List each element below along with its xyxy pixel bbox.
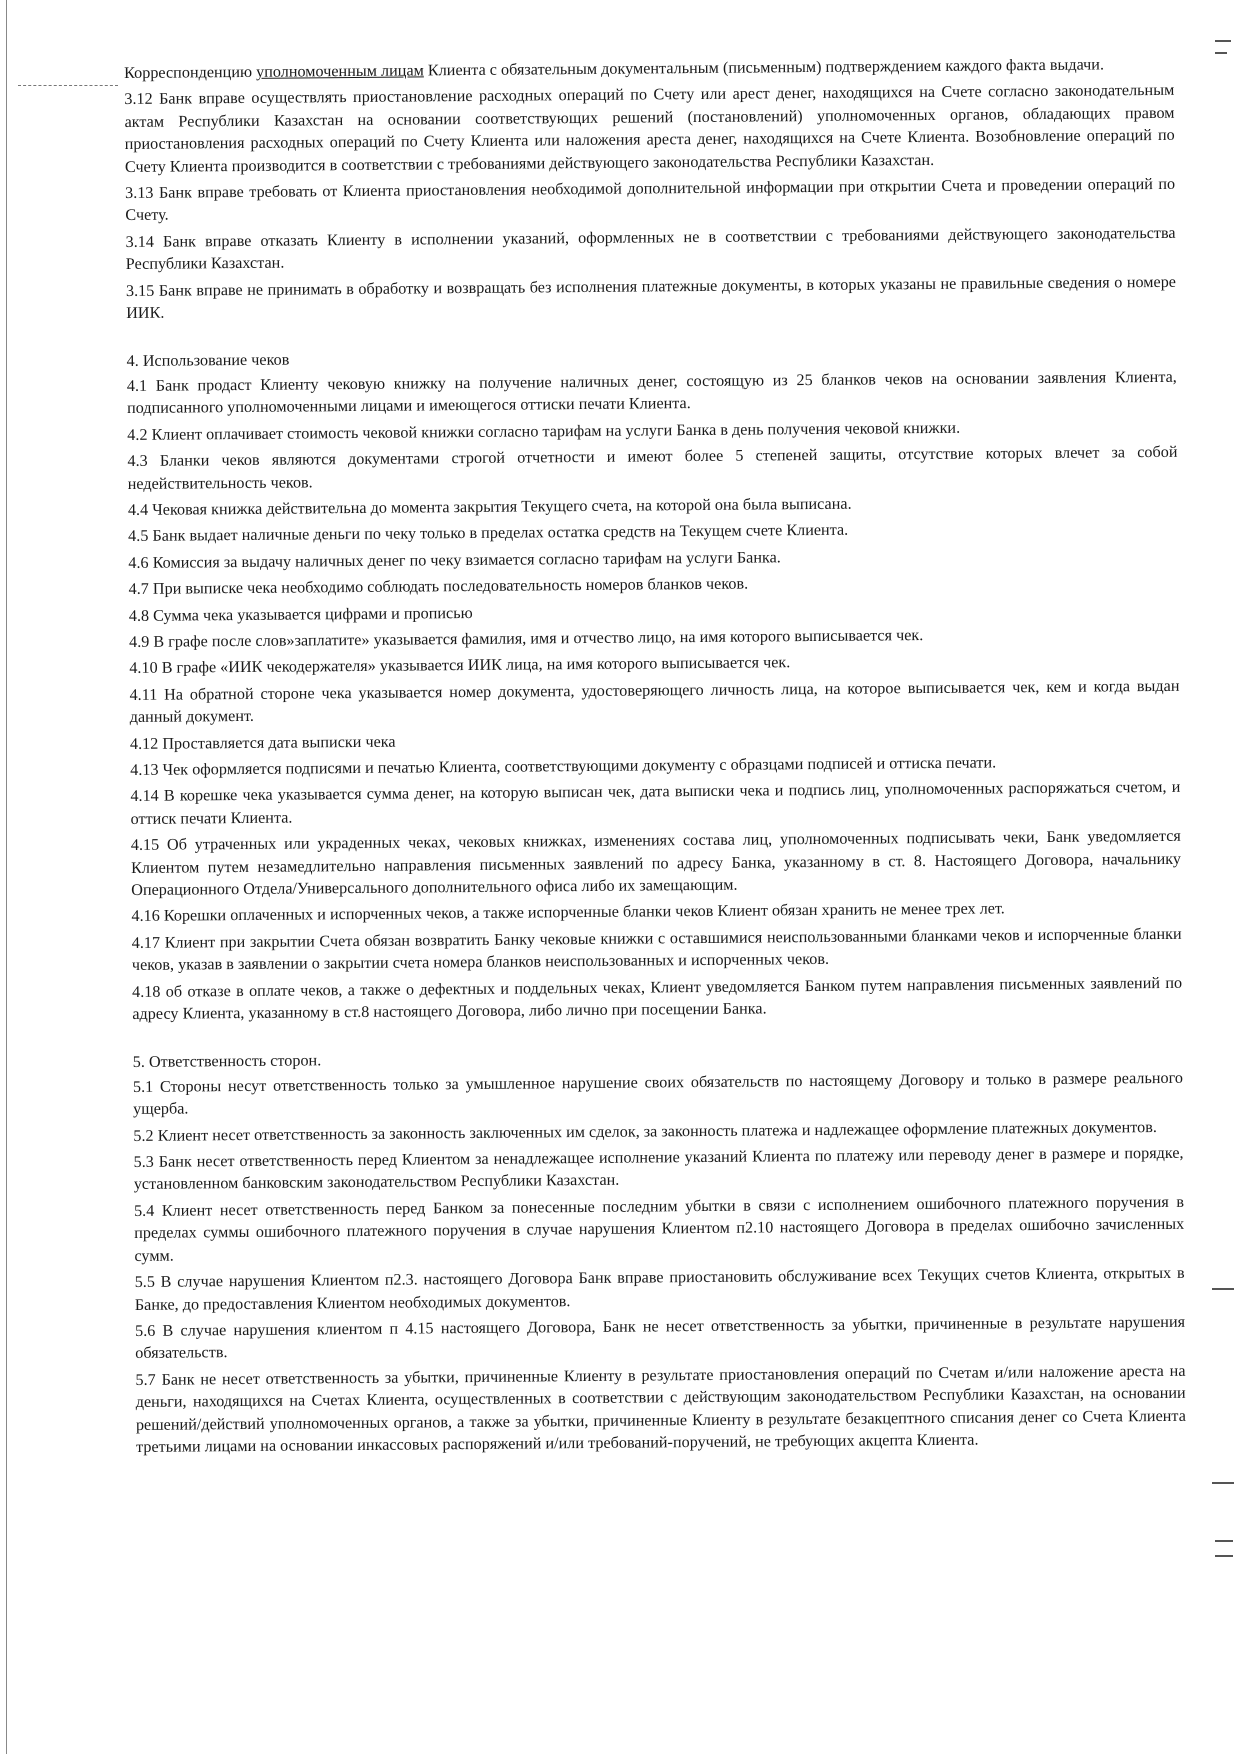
- section-4-title: 4. Использование чеков: [126, 351, 290, 371]
- margin-mark: [1212, 1288, 1234, 1290]
- document-body: [124, 53, 1186, 1462]
- clause-4-13: 4.13 Чек оформляется подписями и печатью Клиента, соответствующими документу с образцами подписей и оттиска печати.: [130, 753, 997, 779]
- clause-5-3: 5.3 Банк несет ответственность перед Клиентом за ненадлежащее исполнение указаний Клиента по платежу или переводу денег в размере и порядке, установленном банковским законодательством Республики Казахстан.: [133, 1143, 1184, 1194]
- clause-4-9: 4.9 В графе после слов»заплатите» указывается фамилия, имя и отчество лицо, на имя которого выписывается чек.: [128, 625, 924, 651]
- clause-4-10: 4.10 В графе «ИИК чекодержателя» указывается ИИК лица, на имя которого выписывается чек.: [129, 653, 791, 678]
- clause-4-14: 4.14 В корешке чека указывается сумма денег, на которую выписан чек, дата выписки чека и подпись лиц, уполномоченных распоряжаться счетом, и оттиск печати Клиента.: [130, 778, 1181, 828]
- clause-5-5: 5.5 В случае нарушения Клиентом п2.3. настоящего Договора Банк вправе приостановить обслуживание всех Текущих счетов Клиента, открытых в Банке, до предоставления Клиентом необходимых документов.: [134, 1263, 1185, 1314]
- clause-3-14: 3.14 Банк вправе отказать Клиенту в исполнении указаний, оформленных не в соответствии с требованиями действующего законодательства Республики Казахстан.: [125, 223, 1176, 274]
- margin-mark: [1215, 52, 1227, 54]
- clause-4-5: 4.5 Банк выдает наличные деньги по чеку только в пределах остатка средств на Текущем счете Клиента.: [128, 521, 849, 546]
- clause-4-1: 4.1 Банк продаст Клиенту чековую книжку на получение наличных денег, состоящую из 25 бланков чеков на основании заявления Клиента, подписанного уполномоченными лицами и имеющегося оттиски печати Клиента.: [126, 367, 1177, 418]
- clause-3-15: 3.15 Банк вправе не принимать в обработку и возвращать без исполнения платежные документы, в которых указаны не правильные сведения о номере ИИК.: [125, 272, 1177, 323]
- clause-5-1: 5.1 Стороны несут ответственность только за умышленное нарушение своих обязательств по настоящему Договору и только в размере реального ущерба.: [132, 1068, 1183, 1119]
- clause-5-7: 5.7 Банк не несет ответственность за убытки, причиненные Клиенту в результате приостановления операций по Счетам и/или наложение ареста на деньги, находящихся на Счетах Клиента, осуществленных в соответствии с действующим законодательством Республики Казахстан, на основании решений/действий уполномоченных органов, а также за убытки, причиненные Клиенту в результате безакцептного списания денег со Счета Клиента третьими лицами на основании инкассовых распоряжений и/или требований-поручений, не требующих акцепта Клиента.: [135, 1361, 1186, 1456]
- clause-4-17: 4.17 Клиент при закрытии Счета обязан возвратить Банку чековые книжки с оставшимися неиспользованными бланками чеков и испорченные бланки чеков, указав в заявлении о закрытии счета номера бланков неиспользованных и испорченных чеков.: [131, 924, 1182, 975]
- margin-mark: [1215, 40, 1231, 42]
- lead-text-post: Клиента с обязательным документальным (письменным) подтверждением каждого факта выдачи.: [423, 55, 1105, 80]
- clause-4-7: 4.7 При выписке чека необходимо соблюдать последовательность номеров бланков чеков.: [128, 574, 749, 599]
- clause-4-6: 4.6 Комиссия за выдачу наличных денег по чеку взимается согласно тарифам на услуги Банка.: [128, 548, 781, 572]
- margin-mark: [1212, 1482, 1234, 1484]
- margin-mark: [1215, 1555, 1233, 1557]
- clause-4-15: 4.15 Об утраченных или украденных чеках, чековых книжках, изменениях состава лиц, уполномоченных подписывать чеки, Банк уведомляется Клиентом путем незамедлительно направления письменных заявлений по адресу Банка, указанному в ст. 8. Настоящего Договора, начальнику Операционного Отдела/Универсального дополнительного офиса либо их замещающим.: [130, 826, 1182, 899]
- clause-5-4: 5.4 Клиент несет ответственность перед Банком за понесенные последним убытки в связи с исполнением ошибочного платежного поручения в пределах суммы ошибочного платежного поручения в случае нарушения Клиентом п2.10 настоящего Договора в пределах ошибочно зачисленных сумм.: [133, 1192, 1185, 1265]
- section-5-title: 5. Ответственность сторон.: [132, 1051, 322, 1072]
- clause-3-12: 3.12 Банк вправе осуществлять приостановление расходных операций по Счету или арест денег, находящихся на Счете согласно законодательным актам Республики Казахстан на основании соответствующих решений (постановлений) уполномоченных органов, обладающих правом приостановления расходных операций по Счету Клиента или наложения ареста денег, находящихся на Счете Клиента. Возобновление операций по Счету Клиента производится в соответствии с требованиями действующего законодательства Республики Казахстан.: [124, 81, 1175, 176]
- left-scan-edge: [6, 0, 7, 1754]
- clause-4-8: 4.8 Сумма чека указывается цифрами и прописью: [128, 603, 473, 625]
- clause-4-2: 4.2 Клиент оплачивает стоимость чековой книжки согласно тарифам на услуги Банка в день получения чековой книжки.: [127, 418, 961, 444]
- clause-5-6: 5.6 В случае нарушения клиентом п 4.15 настоящего Договора, Банк не несет ответственность за убытки, причиненные в результате нарушения обязательств.: [134, 1312, 1186, 1363]
- clause-4-18: 4.18 об отказе в оплате чеков, а также о дефектных и поддельных чеках, Клиент уведомляется Банком путем направления письменных заявлений по адресу Клиента, указанному в ст.8 настоящего Договора, либо лично при посещении Банка.: [132, 973, 1183, 1023]
- lead-text-underlined: уполномоченным лицам: [256, 61, 424, 81]
- leader-line: [18, 85, 118, 86]
- lead-text-pre: Корреспонденцию: [124, 62, 257, 82]
- margin-mark: [1215, 1540, 1233, 1542]
- clause-5-2: 5.2 Клиент несет ответственность за законность заключенных им сделок, за законность платежа и надлежащее оформление платежных документов.: [133, 1117, 1157, 1145]
- clause-4-11: 4.11 На обратной стороне чека указывается номер документа, удостоверяющего личность лица, на которое выписывается чек, кем и когда выдан данный документ.: [129, 676, 1180, 727]
- clause-4-4: 4.4 Чековая книжка действительна до момента закрытия Текущего счета, на которой она была выписана.: [127, 494, 852, 519]
- clause-4-16: 4.16 Корешки оплаченных и испорченных чеков, а также испорченные бланки чеков Клиент обязан хранить не менее трех лет.: [131, 899, 1005, 926]
- clause-3-13: 3.13 Банк вправе требовать от Клиента приостановления необходимой дополнительной информации при открытии Счета и проведении операций по Счету.: [125, 174, 1176, 225]
- clause-4-12: 4.12 Проставляется дата выписки чека: [129, 732, 396, 753]
- clause-4-3: 4.3 Бланки чеков являются документами строгой отчетности и имеют более 5 степеней защиты, отсутствие которых влечет за собой недействительность чеков.: [127, 442, 1178, 493]
